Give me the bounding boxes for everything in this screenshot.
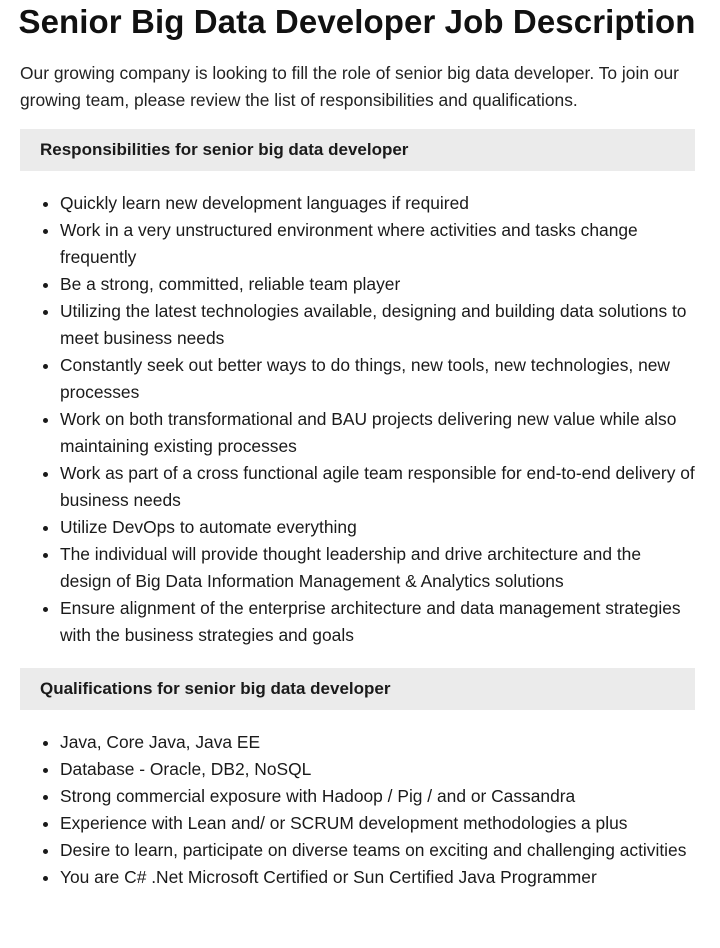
- list-item: • Experience with Lean and/ or SCRUM development methodologies a plus: [60, 810, 696, 837]
- qualifications-heading: Qualifications for senior big data developer: [20, 668, 695, 710]
- list-item: • Utilizing the latest technologies available, designing and building data solutions to meet business needs: [60, 298, 696, 352]
- list-item: • The individual will provide thought leadership and drive architecture and the design of Big Data Information Management & Analytics solutions: [60, 541, 696, 595]
- list-item: • Work on both transformational and BAU projects delivering new value while also maintaining existing processes: [60, 406, 696, 460]
- list-item: • Utilize DevOps to automate everything: [60, 514, 696, 541]
- list-item: • You are C# .Net Microsoft Certified or Sun Certified Java Programmer: [60, 864, 696, 891]
- responsibilities-list: [20, 190, 696, 649]
- list-item: • Ensure alignment of the enterprise architecture and data management strategies with the business strategies and goals: [60, 595, 696, 649]
- list-item: • Desire to learn, participate on diverse teams on exciting and challenging activities: [60, 837, 696, 864]
- page-title: Senior Big Data Developer Job Description: [18, 3, 696, 40]
- qualifications-list: [20, 729, 696, 891]
- intro-paragraph: Our growing company is looking to fill the role of senior big data developer. To join our growing team, please review the list of responsibilities and qualifications.: [20, 63, 679, 110]
- responsibilities-heading: Responsibilities for senior big data developer: [20, 129, 695, 171]
- list-item: • Constantly seek out better ways to do things, new tools, new technologies, new processes: [60, 352, 696, 406]
- list-item: • Strong commercial exposure with Hadoop / Pig / and or Cassandra: [60, 783, 696, 810]
- list-item: • Work in a very unstructured environment where activities and tasks change frequently: [60, 217, 696, 271]
- list-item: • Database - Oracle, DB2, NoSQL: [60, 756, 696, 783]
- list-item: • Quickly learn new development languages if required: [60, 190, 696, 217]
- list-item: • Be a strong, committed, reliable team player: [60, 271, 696, 298]
- list-item: • Work as part of a cross functional agile team responsible for end-to-end delivery of business needs: [60, 460, 696, 514]
- list-item: • Java, Core Java, Java EE: [60, 729, 696, 756]
